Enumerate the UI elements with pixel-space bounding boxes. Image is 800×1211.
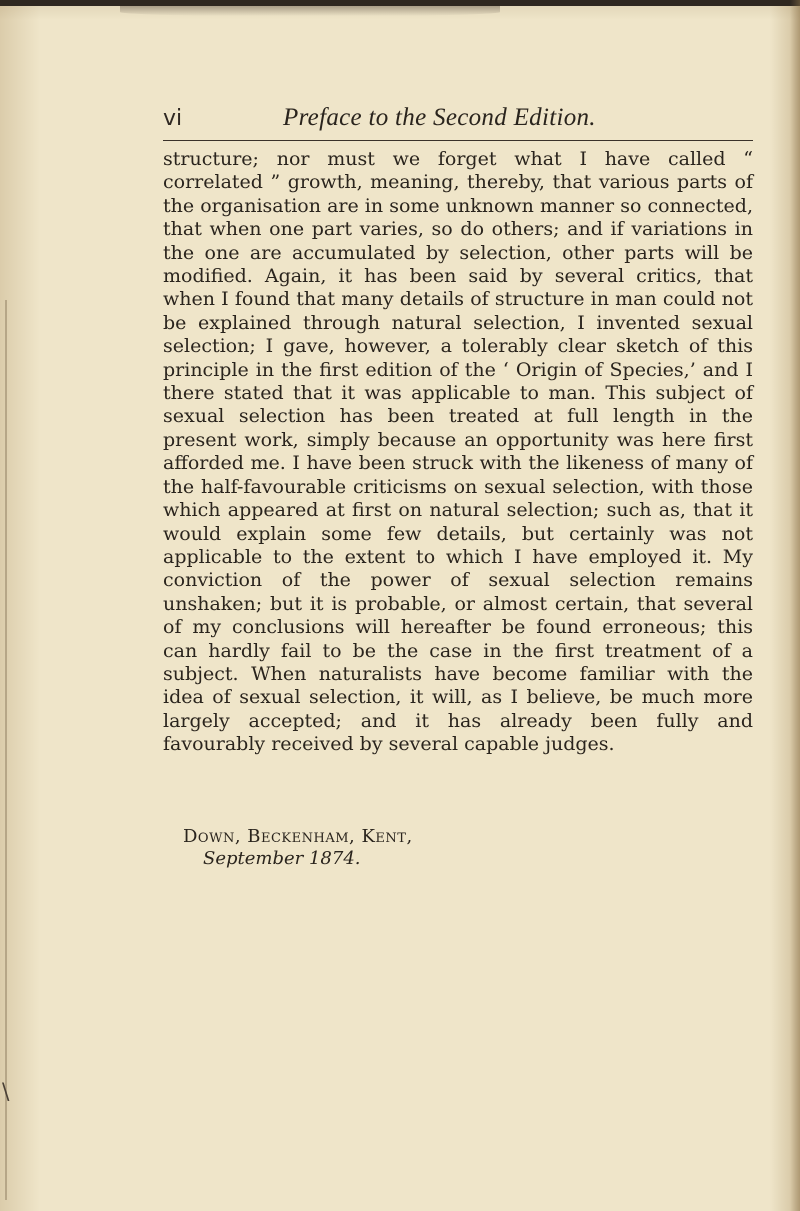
body-paragraph: structure; nor must we forget what I have called “ correlated ” growth, meaning, thereby, that various parts of the organisation are in some unknown manner so connected, that when one part varies, so do others; and if variations in the one are accumulated by selection, other parts will be modified. Again, it has been said by several critics, that when I found that many details of structure in man could not be explained through natural selection, I invented sexual selection; I gave, however, a tolerably clear sketch of this principle in the first edition of the ‘ Origin of Species,’ and I there stated that it was applicable to man. This subject of sexual selection has been treated at full length in the present work, simply because an opportunity was here first afforded me. I have been struck with the likeness of many of the half-favourable criticisms on sexual selection, with those which appeared at first on natural selection; such as, that it would explain some few details, but certainly was not applicable to the extent to which I have employed it. My conviction of the power of sexual selection remains unshaken; but it is probable, or almost certain, that several of my conclusions will hereafter be found erroneous; this can hardly fail to be the case in the first treatment of a subject. When naturalists have become familiar with the idea of sexual selection, it will, as I believe, be much more largely accepted; and it has already been fully and favourably received by several capable judges. — [163, 148, 753, 756]
signature-block — [183, 826, 413, 870]
page-header — [163, 100, 753, 141]
signature-date: September 1874. — [203, 848, 361, 869]
spine-mark: \ — [2, 1080, 10, 1105]
page-number: vi — [163, 106, 183, 131]
right-page-edge — [790, 0, 800, 1211]
top-edge-shadow — [120, 6, 500, 16]
running-title: Preface to the Second Edition. — [283, 104, 596, 131]
spine-shadow-line — [5, 300, 7, 1200]
signature-place: Down, Beckenham, Kent, — [183, 826, 413, 847]
